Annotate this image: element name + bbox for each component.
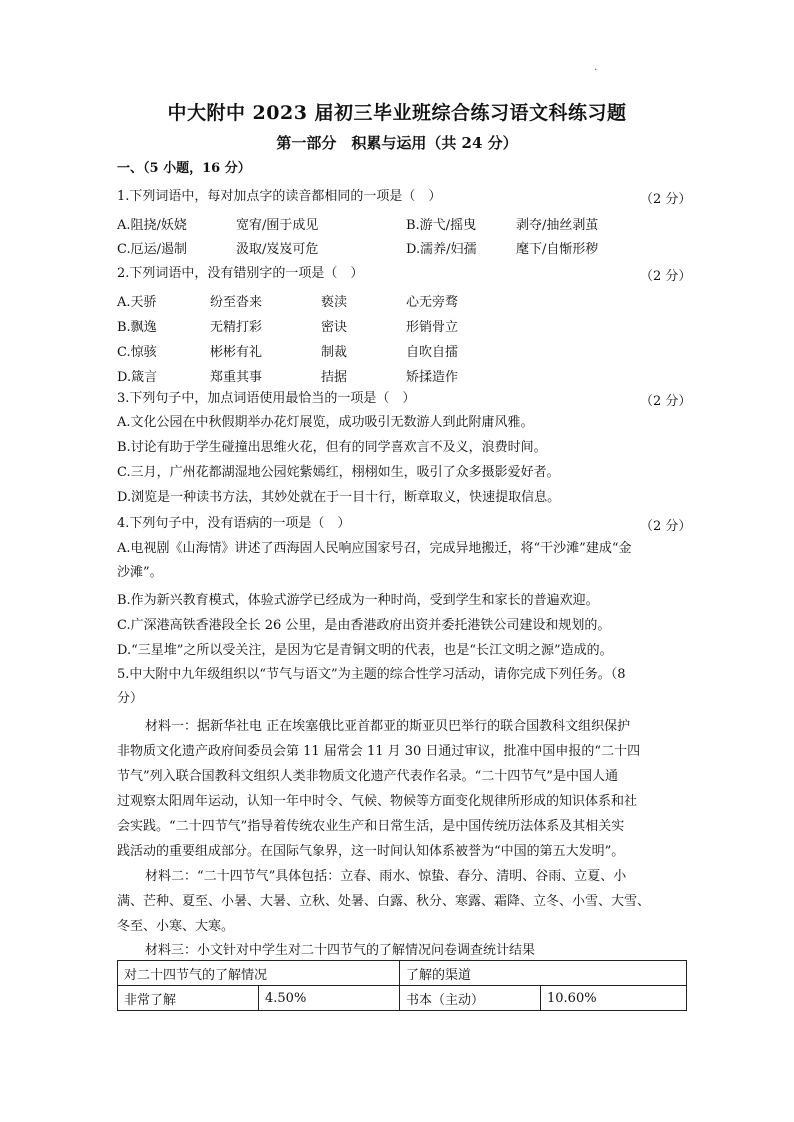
table-cell-level-pct: 4.50% [259,986,400,1011]
q2-option-b-w2: 密诀 [321,320,348,335]
exam-title: 中大附中 2023 届初三毕业班综合练习语文科练习题 [167,102,627,124]
material3-caption: 材料三：小文针对中学生对二十四节气的了解情况问卷调查统计结果 [145,943,536,958]
q2-option-d-w3: 矫揉造作 [406,370,459,385]
material1-line: 践活动的重要组成部分。在国际气象界，这一时间认知体系被誉为“中国的第五大发明”。 [117,844,625,859]
material1-line: 节气”列入联合国教科文组织人类非物质文化遗产代表作名录。“二十四节气”是中国人通 [117,769,618,784]
table-cell-channel-pct: 10.60% [541,986,687,1011]
table-header-left: 对二十四节气的了解情况 [118,961,400,986]
q4-option-a-cont: 沙滩”。 [117,565,163,580]
q1-stem: 1.下列词语中，每对加点字的读音都相同的一项是（ ） [117,189,442,204]
q3-option-a: A.文化公园在中秋假期举办花灯展览，成功吸引无数游人到此附庸风雅。 [117,415,534,430]
q1-option-b: B.游弋/摇曳 [406,218,477,233]
table-row [118,986,687,1011]
q2-option-c: C.惊骇 [117,345,157,360]
q2-option-d: D.箴言 [117,370,158,385]
q2-option-d-w2: 拮据 [321,370,348,385]
q4-option-b: B.作为新兴教育模式，体验式游学已经成为一种时尚，受到学生和家长的普遍欢迎。 [117,593,599,608]
q4-stem: 4.下列句子中，没有语病的一项是（ ） [117,516,351,531]
material1-line: 会实践。“二十四节气”指导着传统农业生产和日常生活，是中国传统历法体系及其相关实 [117,819,625,834]
q2-option-d-w1: 郑重其事 [210,370,263,385]
q2-option-a: A.天骄 [117,295,157,310]
material2-line: 满、芒种、夏至、小暑、大暑、立秋、处暑、白露、秋分、寒露、霜降、立冬、小雪、大雪、 [117,894,651,909]
q4-points: （2 分） [640,519,692,534]
q3-points: （2 分） [640,394,692,409]
q5-stem-cont: 分） [117,691,144,706]
q1-points: （2 分） [640,192,692,207]
material1-line: 过观察太阳周年运动，认知一年中时令、气候、物候等方面变化规律所形成的知识体系和社 [117,794,638,809]
q1-option-d-word: 麾下/自惭形秽 [516,242,599,257]
table-cell-channel: 书本（主动） [400,986,541,1011]
q1-option-b-word: 剥夺/抽丝剥茧 [516,218,599,233]
q4-option-d: D.“三星堆”之所以受关注，是因为它是青铜文明的代表，也是“长江文明之源”造成的。 [117,643,613,658]
table-cell-level: 非常了解 [118,986,259,1011]
q4-option-c: C.广深港高铁香港段全长 26 公里，是由香港政府出资并委托港铁公司建设和规划的。 [117,618,611,633]
q2-option-b: B.飘逸 [117,320,157,335]
section-heading: 一、（5 小题，16 分） [117,161,251,176]
table-header-right: 了解的渠道 [400,961,687,986]
q3-option-d: D.浏览是一种读书方法，其妙处就在于一目十行，断章取义，快速提取信息。 [117,490,561,505]
q5-stem: 5.中大附中九年级组织以“节气与语文”为主题的综合性学习活动，请你完成下列任务。（8 [117,667,626,682]
material1-line: 非物质文化遗产政府间委员会第 11 届常会 11 月 30 日通过审议，批准中国申报的“二十四 [117,744,641,759]
part-title: 第一部分 积累与运用（共 24 分） [276,134,518,152]
corner-dot: . [594,62,598,73]
q4-option-a: A.电视剧《山海情》讲述了西海固人民响应国家号召，完成异地搬迁，将“干沙滩”建成“金 [117,541,632,556]
q1-option-a: A.阻挠/妖娆 [117,218,187,233]
q2-points: （2 分） [640,269,692,284]
q2-option-a-w3: 心无旁骛 [406,295,459,310]
q3-option-b: B.讨论有助于学生碰撞出思维火花，但有的同学喜欢言不及义，浪费时间。 [117,440,547,455]
q3-stem: 3.下列句子中，加点词语使用最恰当的一项是（ ） [117,391,416,406]
q2-option-c-w1: 彬彬有礼 [210,345,263,360]
q2-option-c-w3: 自吹自擂 [406,345,459,360]
q2-stem: 2.下列词语中，没有错别字的一项是（ ） [117,266,364,281]
material2-line: 材料二：“二十四节气”具体包括：立春、雨水、惊蛰、春分、清明、谷雨、立夏、小 [145,869,627,884]
q1-option-a-word: 宽宥/囿于成见 [236,218,319,233]
q2-option-b-w3: 形销骨立 [406,320,459,335]
q3-option-c: C.三月，广州花都湖湿地公园姹紫嫣红，栩栩如生，吸引了众多摄影爱好者。 [117,465,560,480]
q2-option-b-w1: 无精打彩 [210,320,263,335]
q1-option-c-word: 汲取/岌岌可危 [236,242,319,257]
survey-table [117,960,687,1011]
table-header-row [118,961,687,986]
q2-option-c-w2: 制裁 [321,345,348,360]
material2-line: 冬至、小寒、大寒。 [117,919,235,934]
q1-option-d: D.濡养/妇孺 [406,242,477,257]
q1-option-c: C.厄运/遏制 [117,242,187,257]
q2-option-a-w1: 纷至沓来 [210,295,263,310]
material1-line: 材料一：据新华社电 正在埃塞俄比亚首都亚的斯亚贝巴举行的联合国教科文组织保护 [145,719,631,734]
q2-option-a-w2: 亵渎 [321,295,348,310]
